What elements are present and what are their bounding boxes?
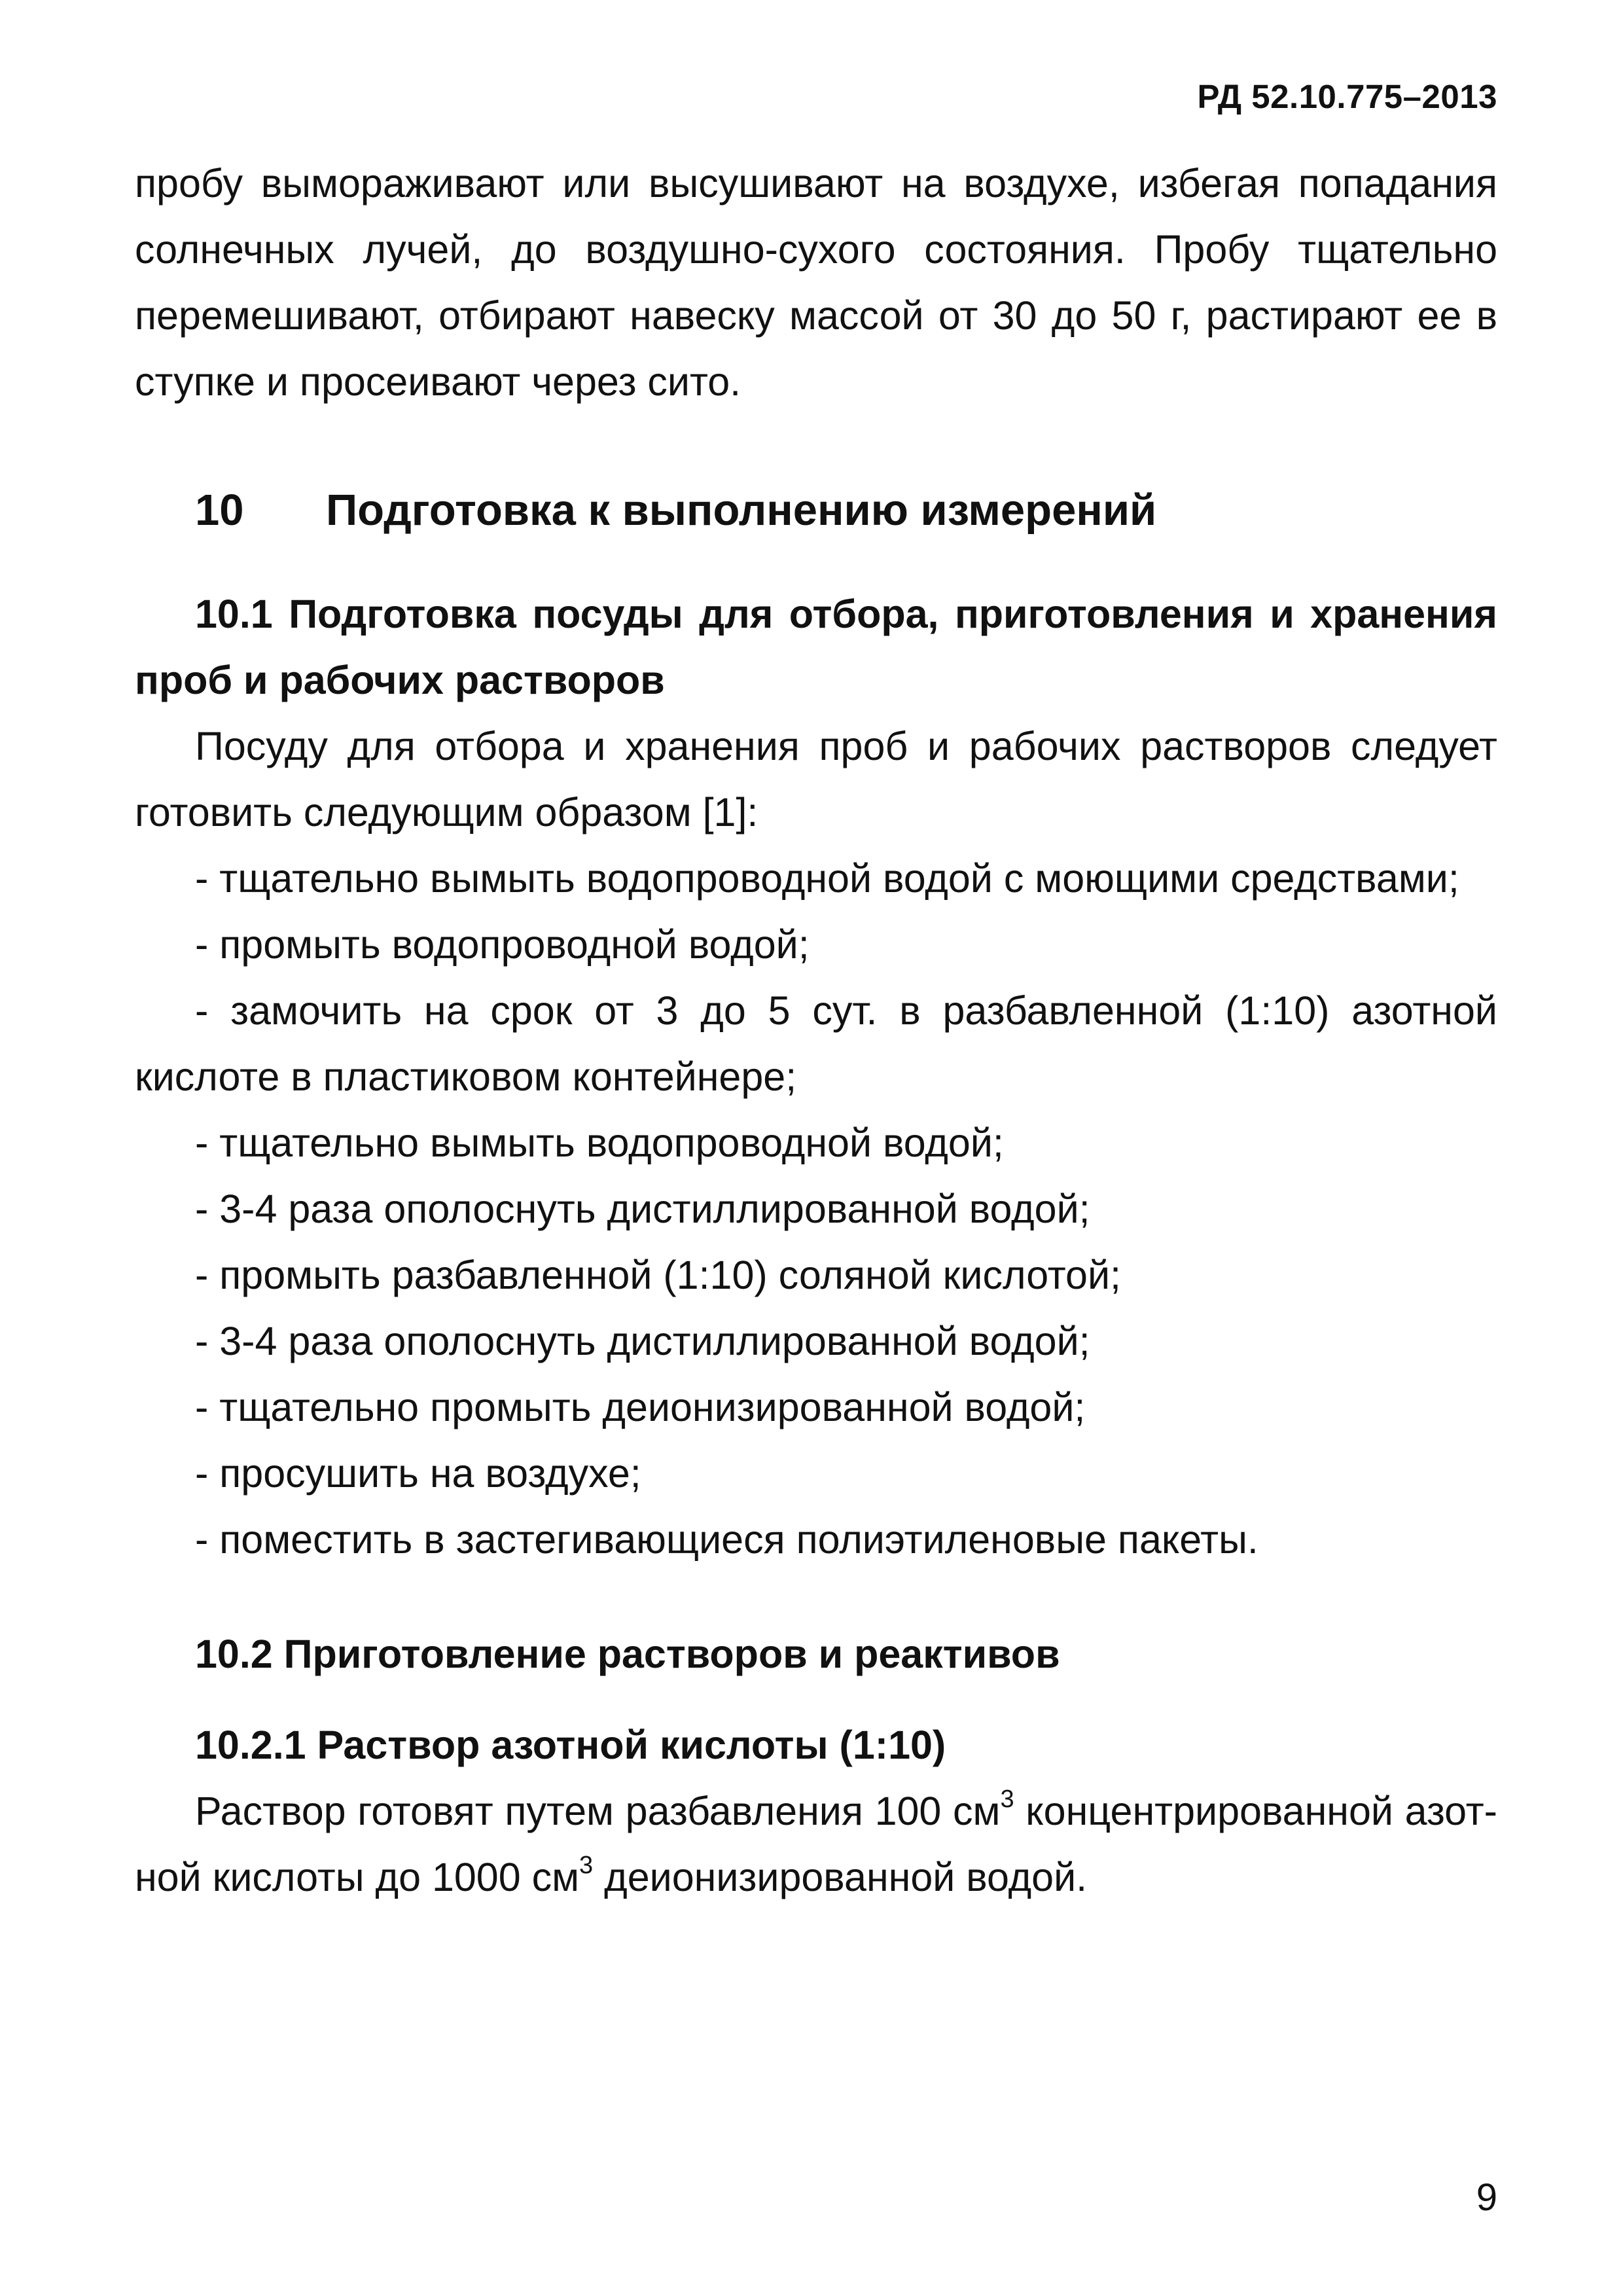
list-item: - поместить в застегивающиеся полиэтиленовые пакеты. bbox=[195, 1517, 1258, 1562]
document-code: РД 52.10.775–2013 bbox=[1197, 78, 1497, 115]
list-item: - 3-4 раза ополоснуть дистиллированной водой; bbox=[195, 1187, 1090, 1231]
list-item: - тщательно вымыть водопроводной водой; bbox=[195, 1121, 1004, 1165]
subsection-10-2-1-heading: 10.2.1 Раствор азотной кислоты (1:10) bbox=[195, 1723, 946, 1767]
list-item: - 3-4 раза ополоснуть дистиллированной водой; bbox=[195, 1319, 1090, 1363]
superscript: 3 bbox=[1000, 1785, 1014, 1813]
section-title: Подготовка к выполнению измерений bbox=[326, 486, 1157, 535]
section-number: 10 bbox=[195, 486, 244, 535]
list-item: - промыть водопроводной водой; bbox=[195, 922, 810, 967]
page-content bbox=[135, 151, 1497, 1910]
list-item: - просушить на воздухе; bbox=[195, 1451, 641, 1496]
list-item: - замочить на срок от 3 до 5 сут. в разбавленной (1:10) азотной кислоте в пластиковом контейнере; bbox=[135, 988, 1497, 1099]
superscript: 3 bbox=[579, 1851, 594, 1879]
subsection-10-1-heading: 10.1 Подготовка посуды для отбора, приготовления и хранения проб и рабочих растворов bbox=[135, 592, 1497, 702]
subsection-10-2-heading: 10.2 Приготовление растворов и реактивов bbox=[195, 1632, 1060, 1676]
list-item: - тщательно вымыть водопроводной водой с моющими средствами; bbox=[195, 856, 1459, 901]
intro-paragraph: пробу вымораживают или высушивают на воздухе, избегая попадания солнечных лучей, до воздушно-сухого состояния. Пробу тщательно перемешивают, отбирают навеску массой от 30 до 50 г, растирают ее в ступке и просеивают через сито. bbox=[135, 161, 1497, 404]
section-heading bbox=[135, 475, 1497, 546]
list-item: - тщательно промыть деионизированной водой; bbox=[195, 1385, 1086, 1429]
text-part: деионизированной водой. bbox=[593, 1855, 1088, 1899]
subsection-10-1-intro: Посуду для отбора и хранения проб и рабочих растворов следует готовить следующим образом [1]: bbox=[135, 724, 1497, 834]
list-item: - промыть разбавленной (1:10) соляной кислотой; bbox=[195, 1253, 1122, 1297]
subsection-10-2-1-text bbox=[135, 1778, 1497, 1910]
page-number: 9 bbox=[1476, 2176, 1497, 2219]
preparation-steps-list bbox=[135, 846, 1497, 1573]
text-part: Раствор готовят путем разбавления 100 см bbox=[195, 1789, 1001, 1833]
text-part: концентрированной азот-ной кислоты до 1000 см bbox=[135, 1789, 1497, 1899]
